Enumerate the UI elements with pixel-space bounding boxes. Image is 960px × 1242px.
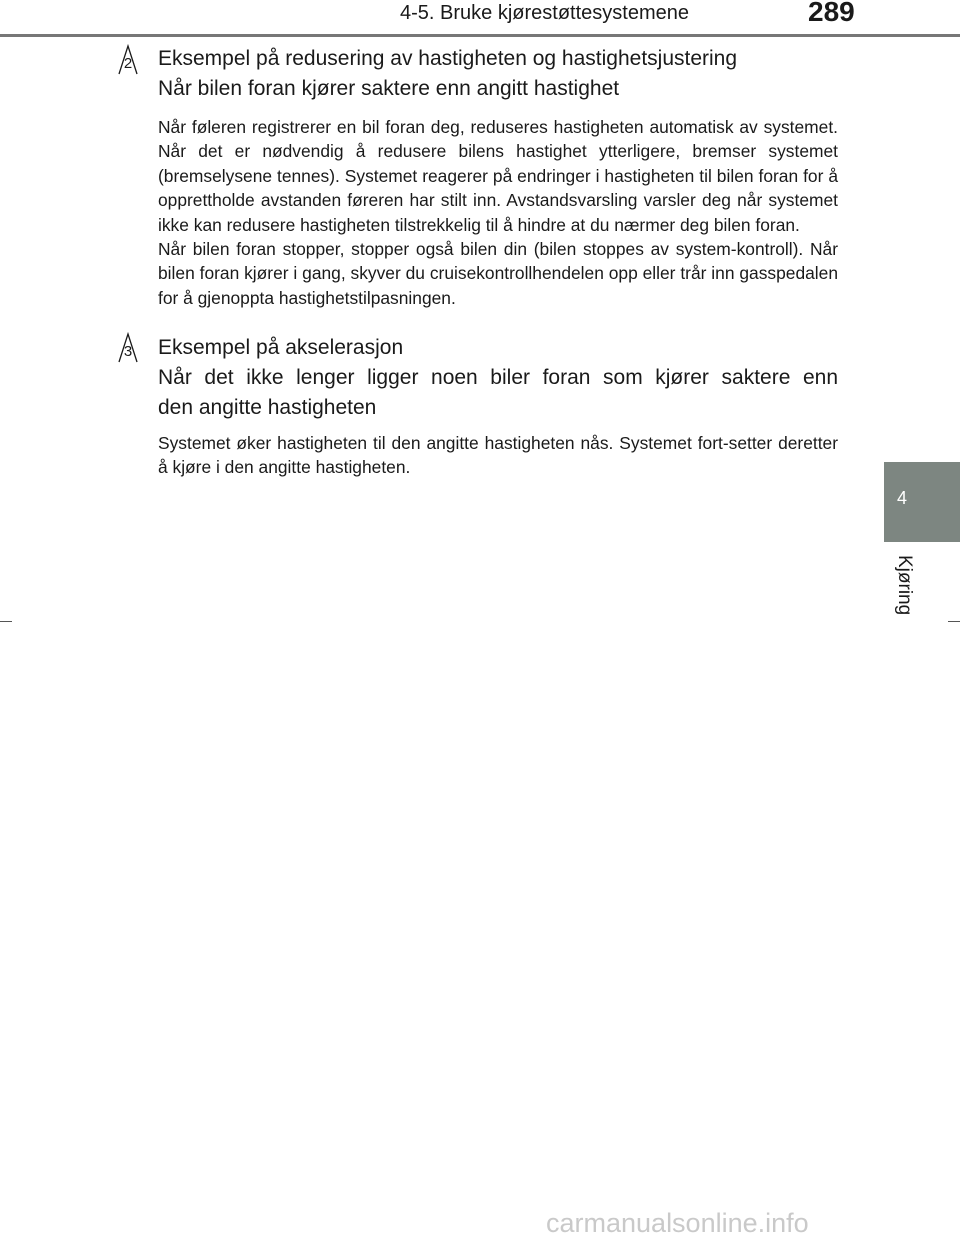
section-title: 4-5. Bruke kjørestøttesystemene [400, 2, 689, 24]
svg-text:2: 2 [123, 55, 133, 72]
item-3-heading-line-2: Når det ikke lenger ligger noen biler foran som kjører saktere enn [158, 366, 838, 389]
item-3-body [158, 431, 838, 480]
svg-text:3: 3 [123, 343, 133, 360]
step-3-icon [116, 332, 140, 364]
item-2-heading-line-2: Når bilen foran kjører saktere enn angitt hastighet [158, 77, 620, 100]
item-2-paragraph-1: Når føleren registrerer en bil foran deg, reduseres hastigheten automatisk av systemet. Når det er nødvendig å redusere bilens hastighet ytterligere, bremser systemet (bremselysene tennes). Systemet reagerer på endringer i hastigheten til bilen foran for å opprettholde avstanden føreren har stilt inn. Avstandsvarsling varsler deg når systemet ikke kan redusere hastigheten tilstrekkelig til å hindre at du nærmer deg bilen foran. [158, 117, 838, 235]
item-3-heading-line-3: den angitte hastigheten [158, 396, 377, 419]
chapter-title: Kjøring [894, 555, 915, 616]
header-divider [0, 34, 960, 37]
step-2-icon [116, 44, 140, 76]
item-2-heading [158, 44, 838, 104]
watermark: carmanualsonline.info [546, 1208, 809, 1238]
crop-mark-right [948, 621, 960, 622]
item-2-paragraph-2: Når bilen foran stopper, stopper også bilen din (bilen stoppes av system-kontroll). Når bilen foran kjører i gang, skyver du cruisekontrollhendelen opp eller trår inn gasspedalen for å gjenoppta hastighetstilpasningen. [158, 239, 838, 308]
item-3-heading [158, 333, 838, 423]
crop-mark-left [0, 621, 12, 622]
page-number: 289 [808, 0, 855, 27]
item-2-heading-line-1: Eksempel på redusering av hastigheten og hastighetsjustering [158, 47, 738, 70]
item-3-paragraph-1: Systemet øker hastigheten til den angitte hastigheten nås. Systemet fort-setter deretter å kjøre i den angitte hastigheten. [158, 433, 838, 478]
item-2-body [158, 115, 838, 310]
item-3-heading-line-1: Eksempel på akselerasjon [158, 336, 404, 359]
chapter-number: 4 [896, 488, 907, 508]
